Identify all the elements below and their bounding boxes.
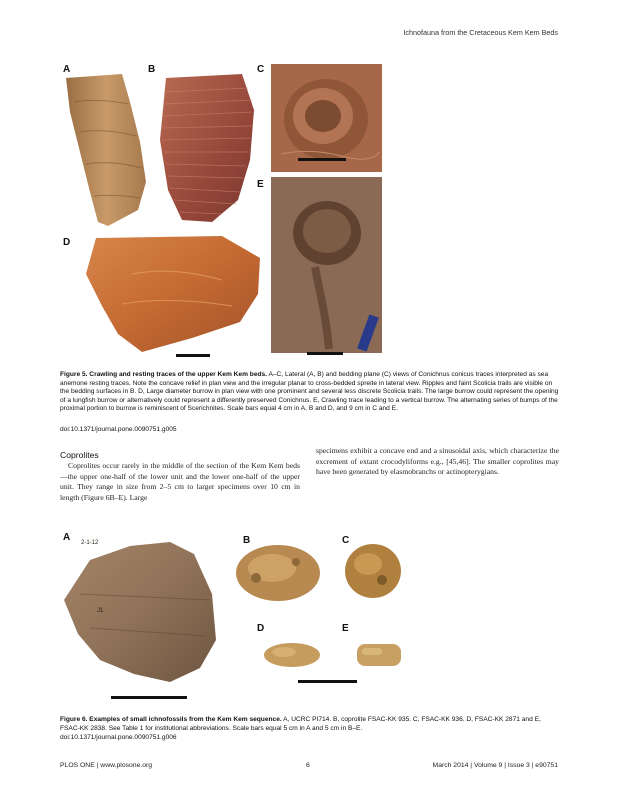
figure6-photo-d	[262, 640, 322, 670]
figure6-specimen-label-2: J1	[97, 608, 104, 614]
footer-page-number: 6	[306, 762, 310, 769]
figure5-scale-bar-e	[307, 352, 343, 355]
section-column-2: specimens exhibit a concave end and a sinusoidal axis, which characterize the excrement of extant crocodyliforms e.g., [45,46]. The smaller coprolites may have been generated by elasmobranchs or actinopterygians.	[316, 446, 559, 477]
figure6-photo-e	[354, 640, 404, 670]
figure6-label-e: E	[342, 623, 349, 634]
figure5-doi[interactable]: doi:10.1371/journal.pone.0090751.g005	[60, 426, 177, 433]
footer-journal[interactable]: PLOS ONE | www.plosone.org	[60, 762, 153, 769]
figure6-label-d: D	[257, 623, 265, 634]
figure5-label-c: C	[257, 64, 265, 75]
figure5-photo-e	[271, 177, 382, 353]
running-head: Ichnofauna from the Cretaceous Kem Kem Beds	[403, 28, 558, 37]
figure6-photo-c	[342, 540, 404, 602]
figure5-scale-bar-c	[298, 158, 346, 161]
section-heading: Coprolites	[60, 450, 99, 460]
figure5-label-d: D	[63, 237, 71, 248]
figure6-label-b: B	[243, 535, 251, 546]
figure6-label-a: A	[63, 532, 71, 543]
figure5-caption-title: Figure 5. Crawling and resting traces of the upper Kem Kem beds.	[60, 371, 268, 378]
figure6-scale-bar-a	[111, 696, 187, 699]
figure5-photo-b	[152, 70, 262, 232]
figure5-label-b: B	[148, 64, 156, 75]
figure6-label-c: C	[342, 535, 350, 546]
figure5-photo-c	[271, 64, 382, 172]
figure6-caption-title: Figure 6. Examples of small ichnofossils from the Kem Kem sequence.	[60, 716, 282, 723]
figure6-photo-a	[60, 540, 222, 690]
figure5-caption	[60, 371, 560, 414]
figure5-caption-body: A–C, Lateral (A, B) and bedding plane (C) views of Conichnus conicus traces interpreted as sea anemone resting traces. Note the concave relief in plan view and the irregular planar to cross-bedded spreite in lateral view. Ripples and faint Scolicia trails are visible on the bedding surfaces in B. D, Large diameter burrow in plan view with one prominent and several less discrete Scolicia trails. The large burrow could represent the opening of a lungfish burrow or alternatively could represent a differently preserved Conichnus. E, Crawling trace leading to a vertical burrow. The alternating series of bumps of the proximal portion to burrow is reminiscent of Scerichnites. Scale bars equal 4 cm in A, B and D, and 9 cm in C and E.	[60, 371, 559, 413]
figure6-caption	[60, 716, 560, 733]
figure5-photo-a	[60, 72, 150, 232]
figure5-label-e: E	[257, 179, 264, 190]
figure6-photo-b	[232, 540, 324, 606]
figure5-label-a: A	[63, 64, 71, 75]
footer-issue-info: March 2014 | Volume 9 | Issue 3 | e90751	[432, 762, 558, 769]
figure5-scale-bar-d	[176, 354, 210, 357]
figure6-doi[interactable]: doi:10.1371/journal.pone.0090751.g006	[60, 734, 177, 741]
section-column-1: Coprolites occur rarely in the middle of the section of the Kem Kem beds—the upper one-half of the lower unit and the lower one-half of the upper unit. They range in size from 2–5 cm to larger specimens over 10 cm in length (Figure 6B–E). Large	[60, 461, 300, 502]
figure6-specimen-label-1: 2-1-12	[81, 540, 99, 546]
figure6-caption-body: A, UCRC PI714. B, coprolite FSAC-KK 935. C, FSAC-KK 936. D, FSAC-KK 2871 and E, FSAC-KK 2838. See Table 1 for institutional abbreviations. Scale bars equal 5 cm in A and 5 cm in B–E.	[60, 716, 541, 732]
figure6-scale-bar-b-e	[298, 680, 357, 683]
figure5-photo-d	[72, 234, 266, 356]
